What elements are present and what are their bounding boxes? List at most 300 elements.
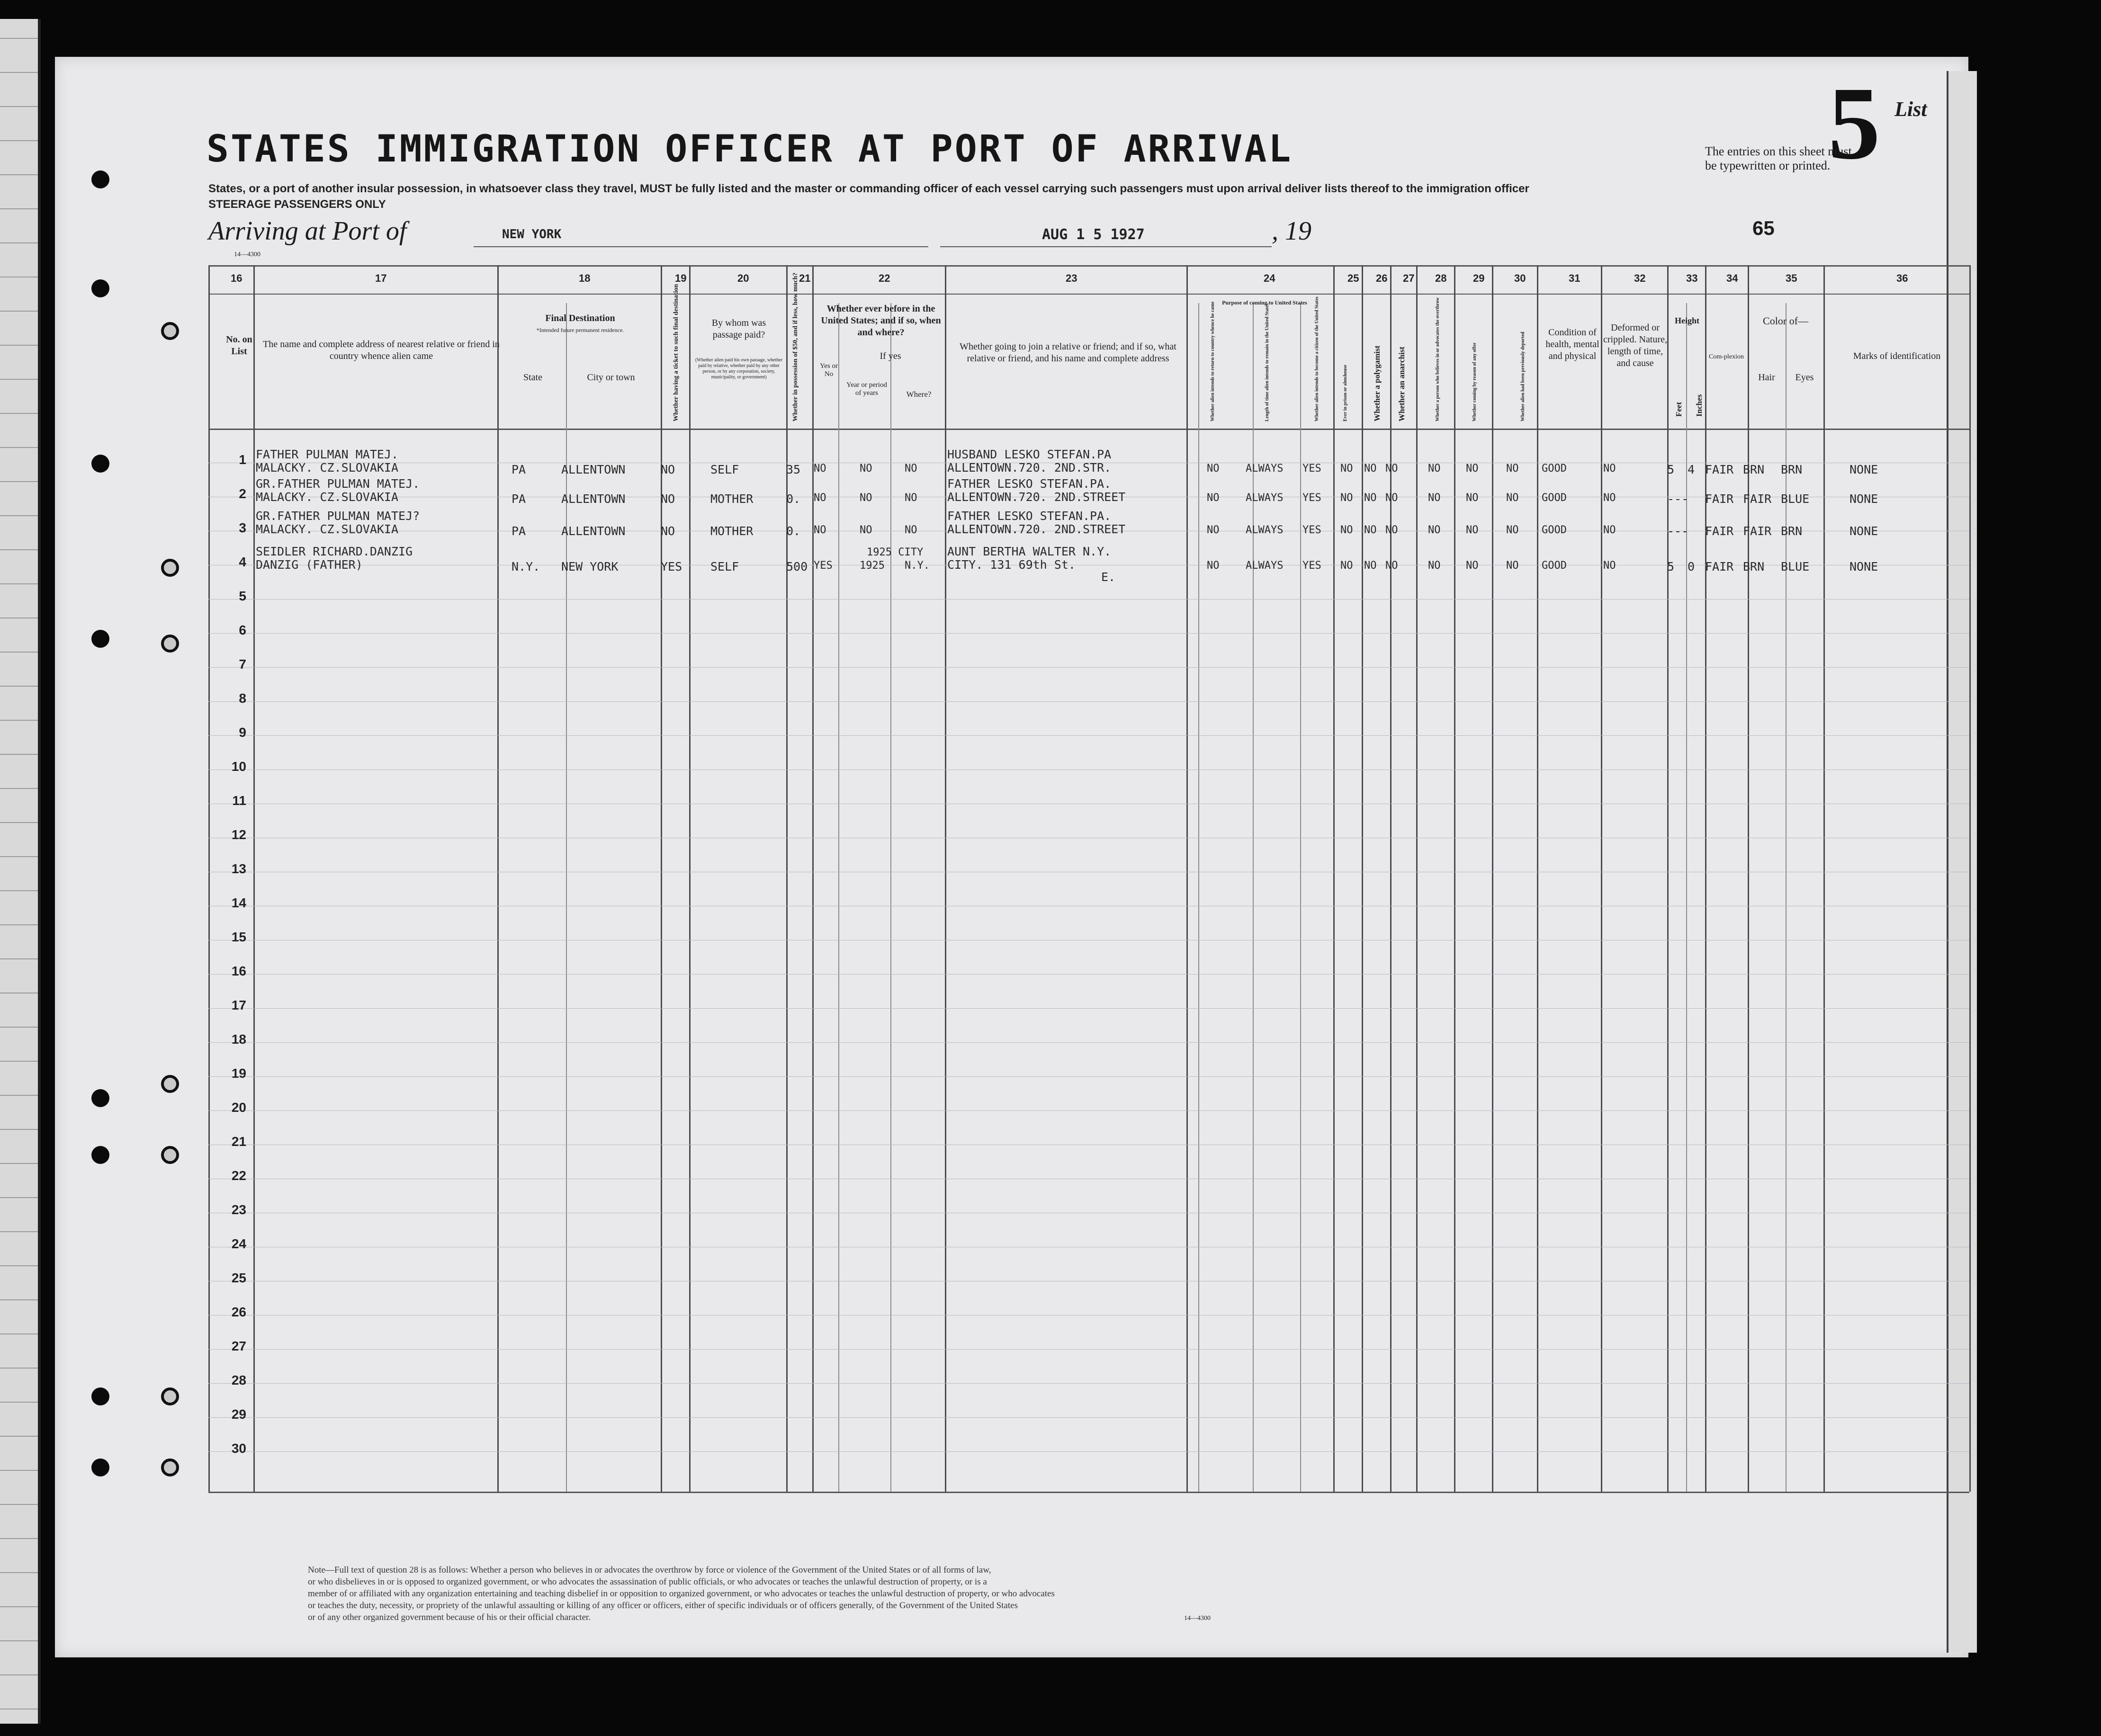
join-relative-address: ALLENTOWN.720. 2ND.STREET: [947, 490, 1126, 504]
col21-header: Whether in possession of $50, and if less, how much?: [792, 272, 799, 421]
col30-header: Whether alien had been previously deported: [1520, 331, 1526, 421]
col24c-header: Whether alien intends to become a citizen of the United States: [1314, 296, 1320, 421]
before-yes-no: YES: [814, 560, 833, 572]
previous-page-rule: [0, 958, 38, 959]
anarchist-value: NO: [1385, 524, 1398, 536]
col32-header: Deformed or crippled. Nature, length of time, and cause: [1603, 322, 1667, 368]
eye-color: BRN: [1781, 463, 1803, 476]
row-number: 25: [231, 1271, 246, 1285]
binder-hole: [91, 1089, 109, 1107]
col34-header: Com-plexion: [1709, 353, 1744, 360]
relative-name: SEIDLER RICHARD.DANZIG: [256, 545, 413, 558]
binder-hole: [91, 1459, 109, 1476]
previous-page-rule: [0, 1436, 38, 1437]
length-value: ALWAYS: [1246, 492, 1284, 504]
join-annotation: E.: [1101, 570, 1116, 584]
row-rule: [208, 1383, 1969, 1384]
row-number: 24: [231, 1236, 246, 1251]
row-number: 3: [239, 520, 246, 535]
hair-color: FAIR: [1743, 492, 1772, 506]
column-line: [945, 265, 946, 1492]
health-value: GOOD: [1542, 463, 1567, 474]
row-rule: [208, 1042, 1969, 1043]
binder-hole: [161, 1146, 179, 1164]
binder-hole: [91, 1146, 109, 1164]
row-number: 1: [239, 452, 246, 467]
previous-page-rule: [0, 106, 38, 107]
column-number: 34: [1726, 272, 1738, 284]
join-relative-name: FATHER LESKO STEFAN.PA.: [947, 477, 1112, 491]
binder-hole: [91, 455, 109, 473]
class-line: STEERAGE PASSENGERS ONLY: [208, 198, 386, 211]
column-line: [208, 265, 210, 1492]
eye-color: BRN: [1781, 524, 1803, 538]
identification-marks: NONE: [1850, 463, 1878, 476]
anarchist-value: NO: [1385, 463, 1398, 474]
previous-page-rule: [0, 140, 38, 141]
binder-hole: [91, 630, 109, 648]
row-number: 7: [239, 657, 246, 671]
column-line: [890, 303, 891, 1492]
previous-page-rule: [0, 890, 38, 891]
row-number: 13: [231, 861, 246, 876]
column-line: [1333, 265, 1335, 1492]
previous-page-rule: [0, 1640, 38, 1641]
footer-note-line: or teaches the duty, necessity, or propriety of the unlawful assaulting or killing of any officer or officers, either of specific individuals or of officers generally, of the Government of the United States: [308, 1601, 1018, 1611]
previous-page-rule: [0, 515, 38, 516]
typewritten-note-line-2: be typewritten or printed.: [1705, 159, 1831, 172]
column-line: [253, 265, 255, 1492]
previous-page-rule: [0, 788, 38, 789]
before-year: NO: [860, 463, 872, 474]
relative-address: DANZIG (FATHER): [256, 558, 363, 572]
column-number: 36: [1896, 272, 1908, 284]
row-number: 6: [239, 623, 246, 637]
port-underline: [474, 246, 928, 247]
col35-header: Color of—: [1763, 315, 1808, 327]
column-number: 19: [675, 272, 687, 284]
column-number: 26: [1376, 272, 1388, 284]
join-relative-name: AUNT BERTHA WALTER N.Y.: [947, 545, 1112, 558]
length-value: ALWAYS: [1246, 560, 1284, 572]
row-number: 17: [231, 998, 246, 1012]
anarchist-value: NO: [1385, 560, 1398, 572]
previous-page-rule: [0, 549, 38, 550]
join-relative-address: ALLENTOWN.720. 2ND.STR.: [947, 461, 1112, 474]
row-rule: [208, 735, 1969, 736]
binder-hole: [161, 1459, 179, 1476]
row-number: 16: [231, 964, 246, 978]
before-where: NO: [905, 524, 917, 536]
identification-marks: NONE: [1850, 560, 1878, 573]
return-value: NO: [1207, 560, 1220, 572]
previous-page-rule: [0, 447, 38, 448]
col22-header: Whether ever before in the United States; and if so, when and where?: [821, 304, 941, 338]
health-value: GOOD: [1542, 560, 1567, 572]
column-number: 24: [1264, 272, 1275, 284]
ticket-value: NO: [661, 524, 675, 538]
column-number: 35: [1786, 272, 1797, 284]
col29-header: Whether coming by reason of any offer: [1472, 342, 1477, 421]
return-value: NO: [1207, 463, 1220, 474]
column-line: [1362, 265, 1363, 1492]
column-number: 31: [1569, 272, 1580, 284]
identification-marks: NONE: [1850, 492, 1878, 506]
row-number: 29: [231, 1407, 246, 1422]
citizen-value: YES: [1302, 560, 1321, 572]
previous-page-rule: [0, 1504, 38, 1505]
money-value: 0.: [786, 524, 801, 538]
ticket-value: NO: [661, 492, 675, 506]
col33-feet-header: Feet: [1674, 402, 1683, 417]
money-value: 35: [786, 463, 801, 476]
col31-header: Condition of health, mental and physical: [1545, 327, 1599, 361]
relative-address: MALACKY. CZ.SLOVAKIA: [256, 461, 399, 474]
binder-hole: [161, 1075, 179, 1093]
previous-page-rule: [0, 822, 38, 823]
row-rule: [208, 667, 1969, 668]
destination-state: PA: [512, 524, 526, 538]
row-rule: [208, 1417, 1969, 1418]
arriving-label: Arriving at Port of: [208, 216, 407, 246]
destination-city: NEW YORK: [561, 560, 619, 573]
height-inches: 4: [1688, 463, 1695, 476]
overthrow-value: NO: [1428, 492, 1441, 504]
offer-value: NO: [1466, 524, 1479, 536]
previous-page-rule: [0, 1061, 38, 1062]
binder-hole: [161, 635, 179, 653]
row-rule: [208, 701, 1969, 702]
column-line: [661, 265, 662, 1492]
year-label: , 19: [1272, 216, 1311, 246]
row-number: 8: [239, 691, 246, 706]
column-number: 27: [1403, 272, 1415, 284]
prison-value: NO: [1340, 463, 1353, 474]
previous-page-rule: [0, 38, 38, 39]
footer-note-line: member of or affiliated with any organization entertaining and teaching disbelief in or opposition to organized government, or who advocates or teaches the unlawful destruction of property, or who advocates: [308, 1589, 1055, 1599]
paid-by-value: MOTHER: [710, 492, 754, 506]
col25-header: Ever in prison or almshouse: [1343, 365, 1348, 421]
col24-header: Purpose of coming to United States: [1222, 299, 1307, 306]
column-number: 21: [799, 272, 811, 284]
binder-hole: [91, 279, 109, 297]
overthrow-value: NO: [1428, 463, 1441, 474]
port-value: NEW YORK: [502, 227, 562, 242]
citizen-value: YES: [1302, 463, 1321, 474]
deported-value: NO: [1506, 463, 1519, 474]
row-rule: [208, 599, 1969, 600]
row-number: 26: [231, 1305, 246, 1319]
before-yes-no: NO: [814, 492, 826, 504]
previous-page-rule: [0, 686, 38, 687]
row-number: 14: [231, 895, 246, 910]
column-number: 30: [1514, 272, 1526, 284]
previous-page-edge: [0, 19, 41, 1724]
row-rule: [208, 1349, 1969, 1350]
row-number: 21: [231, 1134, 246, 1149]
previous-page-rule: [0, 481, 38, 482]
previous-page-rule: [0, 1129, 38, 1130]
row-number: 9: [239, 725, 246, 740]
previous-page-rule: [0, 720, 38, 721]
previous-page-rule: [0, 1197, 38, 1198]
deformed-value: NO: [1603, 560, 1616, 572]
binder-hole: [161, 559, 179, 577]
before-where: N.Y.: [905, 560, 930, 572]
polygamist-value: NO: [1364, 463, 1377, 474]
deported-value: NO: [1506, 492, 1519, 504]
col36-header: Marks of identification: [1853, 351, 1941, 361]
column-number: 32: [1634, 272, 1646, 284]
destination-state: PA: [512, 492, 526, 506]
footer-note-line: Note—Full text of question 28 is as follows: Whether a person who believes in or advocates the overthrow by force or violence of the Government of the United States or of all forms of law,: [308, 1565, 991, 1575]
form-code-top: 14—4300: [234, 251, 260, 258]
col26-header: Whether a polygamist: [1373, 345, 1382, 421]
col35-eyes-header: Eyes: [1795, 372, 1814, 383]
previous-page-rule: [0, 652, 38, 653]
column-line: [812, 265, 814, 1492]
col22-if-yes-header: If yes: [880, 351, 901, 361]
overthrow-value: NO: [1428, 524, 1441, 536]
column-number: 25: [1347, 272, 1359, 284]
column-line: [1748, 265, 1749, 1492]
eye-color: BLUE: [1781, 560, 1810, 573]
column-number: 16: [231, 272, 242, 284]
col23-header: Whether going to join a relative or friend; and if so, what relative or friend, and his name and complete address: [960, 341, 1176, 364]
deformed-value: NO: [1603, 463, 1616, 474]
paid-by-value: MOTHER: [710, 524, 754, 538]
binder-hole: [91, 170, 109, 188]
height-inches: 0: [1688, 560, 1695, 573]
previous-page-rule: [0, 856, 38, 857]
return-value: NO: [1207, 524, 1220, 536]
eye-color: BLUE: [1781, 492, 1810, 506]
row-number: 28: [231, 1373, 246, 1387]
row-rule: [208, 633, 1969, 634]
previous-page-rule: [0, 583, 38, 584]
prison-value: NO: [1340, 560, 1353, 572]
previous-page-rule: [0, 208, 38, 209]
row-number: 2: [239, 486, 246, 501]
previous-page-rule: [0, 1538, 38, 1539]
row-number: 19: [231, 1066, 246, 1081]
complexion-value: FAIR: [1705, 560, 1734, 573]
date-stamp: AUG 1 5 1927: [1042, 226, 1145, 243]
column-line: [1186, 265, 1188, 1492]
column-line: [1667, 265, 1669, 1492]
relative-name: GR.FATHER PULMAN MATEJ.: [256, 477, 420, 491]
deported-value: NO: [1506, 560, 1519, 572]
previous-page-rule: [0, 72, 38, 73]
before-where-top: 1925 CITY: [867, 546, 924, 558]
prison-value: NO: [1340, 524, 1353, 536]
before-yes-no: NO: [814, 524, 826, 536]
previous-page-rule: [0, 1368, 38, 1369]
row-rule: [208, 1008, 1969, 1009]
complexion-value: FAIR: [1705, 492, 1734, 506]
row-number: 5: [239, 589, 246, 603]
previous-page-rule: [0, 1027, 38, 1028]
col28-header: Whether a person who believes in or advocates the overthrow: [1435, 297, 1440, 421]
previous-page-rule: [0, 379, 38, 380]
before-where: NO: [905, 492, 917, 504]
binder-hole: [161, 322, 179, 340]
paid-by-value: SELF: [710, 560, 739, 573]
footer-note-line: or of any other organized government because of his or their official character.: [308, 1612, 591, 1622]
col22-where-header: Where?: [906, 390, 932, 399]
row-number: 18: [231, 1032, 246, 1047]
ticket-value: NO: [661, 463, 675, 476]
before-where: NO: [905, 463, 917, 474]
previous-page-rule: [0, 1163, 38, 1164]
offer-value: NO: [1466, 463, 1479, 474]
previous-page-rule: [0, 311, 38, 312]
previous-page-rule: [0, 924, 38, 925]
before-yes-no: NO: [814, 463, 826, 474]
hair-color: BRN: [1743, 560, 1765, 573]
polygamist-value: NO: [1364, 560, 1377, 572]
complexion-value: FAIR: [1705, 524, 1734, 538]
row-number: 11: [232, 793, 246, 808]
money-value: 0.: [786, 492, 801, 506]
identification-marks: NONE: [1850, 524, 1878, 538]
column-line: [1601, 265, 1602, 1492]
destination-city: ALLENTOWN: [561, 524, 626, 538]
join-relative-name: FATHER LESKO STEFAN.PA.: [947, 509, 1112, 523]
previous-page-rule: [0, 1572, 38, 1573]
row-rule: [208, 974, 1969, 975]
column-line: [1786, 303, 1787, 1492]
complexion-value: FAIR: [1705, 463, 1734, 476]
before-year: 1925: [860, 560, 885, 572]
hair-color: BRN: [1743, 463, 1765, 476]
col20-header: By whom was passage paid?: [711, 318, 766, 340]
ticket-value: YES: [661, 560, 682, 573]
instructions: States, or a port of another insular possession, in whatsoever class they travel, MUST be fully listed and the master or commanding officer of each vessel carrying such passengers must upon arrival deliver lists thereof to the immigration officer: [208, 182, 1529, 195]
previous-page-rule: [0, 1299, 38, 1300]
citizen-value: YES: [1302, 492, 1321, 504]
height-feet: 5: [1667, 560, 1675, 573]
column-line: [566, 303, 567, 1492]
previous-page-rule: [0, 1231, 38, 1232]
destination-state: PA: [512, 463, 526, 476]
column-line: [786, 265, 788, 1492]
previous-page-rule: [0, 345, 38, 346]
relative-name: GR.FATHER PULMAN MATEJ?: [256, 509, 420, 523]
previous-page-rule: [0, 1470, 38, 1471]
column-number: 29: [1473, 272, 1485, 284]
binder-hole: [161, 1387, 179, 1405]
previous-page-rule: [0, 174, 38, 175]
relative-address: MALACKY. CZ.SLOVAKIA: [256, 490, 399, 504]
row-number: 4: [239, 555, 246, 569]
height-feet: ---: [1667, 524, 1689, 538]
column-number: 28: [1435, 272, 1447, 284]
join-relative-name: HUSBAND LESKO STEFAN.PA: [947, 447, 1112, 461]
row-rule: [208, 1076, 1969, 1077]
polygamist-value: NO: [1364, 492, 1377, 504]
destination-state: N.Y.: [512, 560, 540, 573]
row-number: 30: [231, 1441, 246, 1456]
next-page-edge: [1947, 71, 1977, 1653]
relative-name: FATHER PULMAN MATEJ.: [256, 447, 399, 461]
previous-page-rule: [0, 1265, 38, 1266]
health-value: GOOD: [1542, 492, 1567, 504]
col18-city-header: City or town: [587, 372, 635, 383]
col18-header: Final Destination: [545, 313, 615, 323]
health-value: GOOD: [1542, 524, 1567, 536]
col22-year-header: Year or period of years: [846, 381, 887, 397]
row-number: 23: [231, 1202, 246, 1217]
money-value: 500: [786, 560, 808, 573]
column-line: [1686, 303, 1687, 1492]
deformed-value: NO: [1603, 524, 1616, 536]
column-line: [1454, 265, 1455, 1492]
previous-page-rule: [0, 242, 38, 243]
page-title: STATES IMMIGRATION OFFICER AT PORT OF ARRIVAL: [207, 128, 1293, 170]
offer-value: NO: [1466, 560, 1479, 572]
table-bottom-border: [208, 1492, 1969, 1493]
join-relative-address: CITY. 131 69th St.: [947, 558, 1076, 572]
footer-form-code: 14—4300: [1184, 1615, 1211, 1622]
previous-page-rule: [0, 1606, 38, 1607]
column-line: [838, 303, 839, 1492]
column-line: [1823, 265, 1825, 1492]
row-number: 12: [231, 827, 246, 842]
row-rule: [208, 1110, 1969, 1111]
col19-header: Whether having a ticket to such final destination: [673, 284, 680, 421]
column-number: 23: [1066, 272, 1077, 284]
col27-header: Whether an anarchist: [1397, 346, 1406, 421]
offer-value: NO: [1466, 492, 1479, 504]
column-number: 17: [375, 272, 387, 284]
height-feet: 5: [1667, 463, 1675, 476]
column-line: [1198, 303, 1199, 1492]
column-line: [1253, 303, 1254, 1492]
column-number: 22: [879, 272, 890, 284]
previous-page-rule: [0, 1674, 38, 1675]
column-line: [1705, 265, 1706, 1492]
row-number: 22: [231, 1168, 246, 1183]
previous-page-rule: [0, 754, 38, 755]
col16-header: No. on List: [226, 334, 252, 357]
row-rule: [208, 1451, 1969, 1452]
previous-page-rule: [0, 617, 38, 618]
column-number: 20: [737, 272, 749, 284]
list-label: List: [1894, 98, 1927, 121]
column-line: [1300, 303, 1301, 1492]
deported-value: NO: [1506, 524, 1519, 536]
row-number: 27: [231, 1339, 246, 1353]
row-number: 10: [231, 759, 246, 774]
previous-page-rule: [0, 1333, 38, 1334]
col18-state-header: State: [523, 372, 542, 383]
col35-hair-header: Hair: [1758, 372, 1775, 383]
before-year: NO: [860, 524, 872, 536]
column-line: [497, 265, 499, 1492]
col17-header: The name and complete address of nearest relative or friend in country whence alien came: [263, 339, 500, 361]
before-year: NO: [860, 492, 872, 504]
typewritten-note-line-1: The entries on this sheet must: [1705, 144, 1852, 158]
previous-page-rule: [0, 413, 38, 414]
column-number: 33: [1686, 272, 1698, 284]
previous-page-rule: [0, 1402, 38, 1403]
length-value: ALWAYS: [1246, 463, 1284, 474]
column-line: [1416, 265, 1418, 1492]
deformed-value: NO: [1603, 492, 1616, 504]
join-relative-address: ALLENTOWN.720. 2ND.STREET: [947, 522, 1126, 536]
col24a-header: Whether alien intends to return to country whence he came: [1210, 301, 1215, 421]
